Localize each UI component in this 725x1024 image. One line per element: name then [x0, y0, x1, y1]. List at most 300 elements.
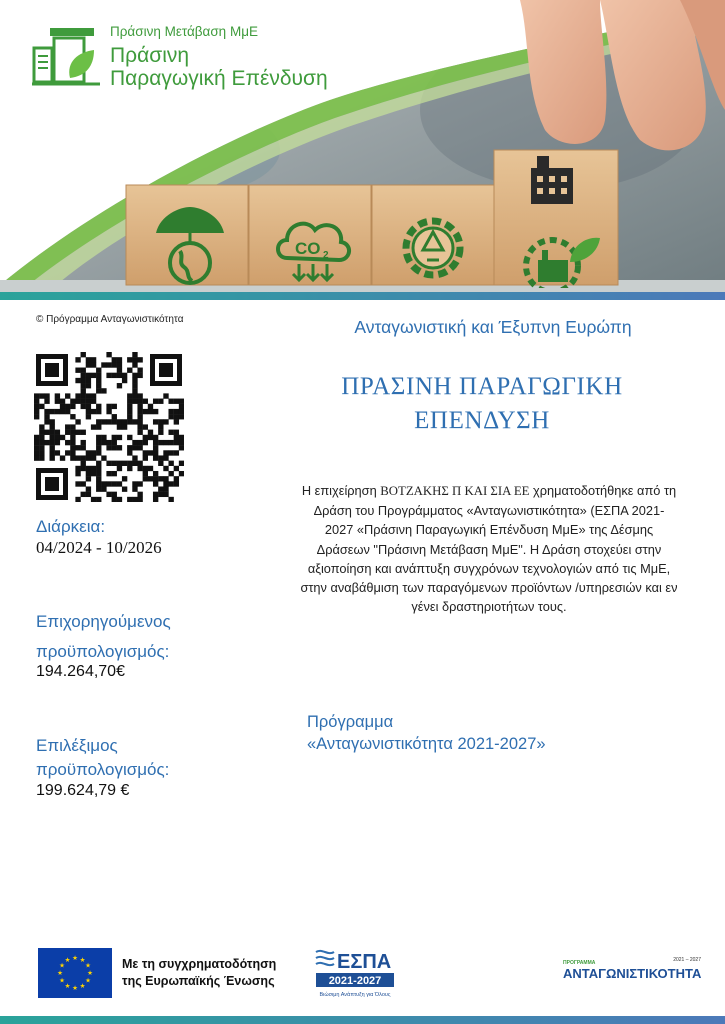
- qr-module: [179, 461, 184, 466]
- qr-module: [163, 466, 168, 471]
- qr-module: [132, 378, 137, 383]
- qr-module: [34, 404, 39, 409]
- qr-module: [112, 471, 117, 476]
- qr-module: [55, 393, 60, 398]
- qr-module: [96, 497, 101, 502]
- qr-module: [117, 383, 122, 388]
- qr-module: [158, 492, 163, 497]
- qr-module: [168, 481, 173, 486]
- qr-module: [168, 461, 173, 466]
- qr-module: [127, 404, 132, 409]
- page-title: [292, 370, 672, 438]
- qr-module: [91, 409, 96, 414]
- qr-module: [34, 414, 39, 419]
- subsidized-label-line2: προϋπολογισμός:: [36, 642, 170, 661]
- qr-module: [75, 419, 80, 424]
- qr-module: [81, 388, 86, 393]
- qr-module: [81, 352, 86, 357]
- qr-module: [86, 393, 91, 398]
- eu-star-icon: ★: [64, 956, 71, 965]
- eu-text-line2: της Ευρωπαϊκής Ένωσης: [122, 974, 275, 988]
- qr-module: [34, 445, 39, 450]
- qr-module: [117, 461, 122, 466]
- qr-module: [137, 481, 142, 486]
- qr-module: [86, 492, 91, 497]
- qr-module: [96, 404, 101, 409]
- qr-module: [143, 476, 148, 481]
- qr-module: [153, 476, 158, 481]
- qr-module: [148, 404, 153, 409]
- qr-module: [70, 445, 75, 450]
- anta-title: ΑΝΤΑΓΩΝΙΣΤΙΚΟΤΗΤΑ: [563, 966, 702, 981]
- eu-star-icon: ★: [87, 969, 93, 978]
- qr-module: [112, 497, 117, 502]
- qr-module: [75, 471, 80, 476]
- qr-module: [132, 440, 137, 445]
- qr-module: [163, 450, 168, 455]
- qr-module: [163, 419, 168, 424]
- qr-module: [50, 435, 55, 440]
- qr-module: [127, 445, 132, 450]
- qr-module: [39, 404, 44, 409]
- qr-module: [70, 440, 75, 445]
- qr-module: [91, 362, 96, 367]
- eu-star-icon: ★: [64, 982, 71, 991]
- qr-module: [50, 409, 55, 414]
- qr-module: [143, 440, 148, 445]
- qr-module: [96, 481, 101, 486]
- qr-module: [81, 461, 86, 466]
- espa-years: 2021-2027: [328, 975, 382, 987]
- qr-module: [75, 497, 80, 502]
- qr-module: [81, 430, 86, 435]
- qr-module: [163, 481, 168, 486]
- qr-module: [81, 378, 86, 383]
- qr-module: [148, 409, 153, 414]
- qr-module: [137, 430, 142, 435]
- copyright-notice: © Πρόγραμμα Ανταγωνιστικότητα: [36, 314, 184, 325]
- qr-module: [132, 357, 137, 362]
- qr-module: [65, 424, 70, 429]
- qr-module: [122, 486, 127, 491]
- qr-module: [106, 471, 111, 476]
- qr-module: [174, 399, 179, 404]
- qr-module: [112, 481, 117, 486]
- page-title-line1: ΠΡΑΣΙΝΗ ΠΑΡΑΓΩΓΙΚΗ: [341, 373, 623, 400]
- qr-module: [132, 399, 137, 404]
- qr-module: [101, 435, 106, 440]
- qr-module: [70, 455, 75, 460]
- qr-module: [163, 440, 168, 445]
- qr-module: [101, 481, 106, 486]
- qr-module: [143, 409, 148, 414]
- qr-module: [101, 455, 106, 460]
- qr-module: [163, 393, 168, 398]
- qr-module: [34, 409, 39, 414]
- eligible-label-line2: προϋπολογισμός:: [36, 760, 170, 779]
- qr-module: [34, 455, 39, 460]
- svg-text:2: 2: [323, 250, 329, 261]
- hero-photo: [0, 0, 725, 300]
- qr-module: [34, 393, 39, 398]
- qr-module: [153, 435, 158, 440]
- qr-module: [81, 445, 86, 450]
- qr-module: [117, 424, 122, 429]
- qr-module: [127, 461, 132, 466]
- qr-module: [153, 450, 158, 455]
- qr-module: [158, 424, 163, 429]
- qr-module: [143, 455, 148, 460]
- qr-module: [75, 445, 80, 450]
- qr-module: [106, 373, 111, 378]
- qr-module: [174, 476, 179, 481]
- qr-module: [112, 419, 117, 424]
- qr-module: [65, 404, 70, 409]
- qr-module: [39, 445, 44, 450]
- qr-module: [96, 486, 101, 491]
- qr-module: [75, 357, 80, 362]
- qr-module: [96, 419, 101, 424]
- anta-small: ΠΡΟΓΡΑΜΜΑ: [563, 960, 596, 966]
- qr-module: [132, 393, 137, 398]
- qr-module: [39, 440, 44, 445]
- qr-module: [137, 497, 142, 502]
- qr-module: [81, 399, 86, 404]
- qr-module: [101, 362, 106, 367]
- qr-module: [96, 424, 101, 429]
- brand-title-line1: Πράσινη: [110, 44, 190, 67]
- qr-module: [127, 357, 132, 362]
- qr-module: [153, 409, 158, 414]
- qr-module: [86, 373, 91, 378]
- qr-module: [86, 357, 91, 362]
- espa-logo: [314, 946, 396, 1000]
- qr-module: [112, 440, 117, 445]
- qr-module: [143, 466, 148, 471]
- qr-module: [65, 440, 70, 445]
- qr-module: [91, 466, 96, 471]
- qr-module: [86, 362, 91, 367]
- eu-star-icon: ★: [79, 982, 86, 991]
- qr-module: [86, 378, 91, 383]
- qr-module: [91, 471, 96, 476]
- qr-module: [106, 419, 111, 424]
- qr-module: [96, 440, 101, 445]
- qr-module: [81, 383, 86, 388]
- qr-module: [143, 399, 148, 404]
- qr-module: [158, 430, 163, 435]
- qr-module: [101, 388, 106, 393]
- qr-module: [174, 440, 179, 445]
- qr-module: [153, 440, 158, 445]
- qr-module: [158, 419, 163, 424]
- qr-module: [60, 404, 65, 409]
- qr-module: [50, 424, 55, 429]
- qr-module: [44, 440, 49, 445]
- eu-star-icon: ★: [85, 976, 91, 985]
- brand-title: [110, 44, 328, 90]
- qr-module: [106, 461, 111, 466]
- qr-module: [153, 445, 158, 450]
- qr-module: [44, 393, 49, 398]
- qr-module: [96, 378, 101, 383]
- qr-module: [60, 409, 65, 414]
- qr-module: [70, 424, 75, 429]
- qr-module: [81, 440, 86, 445]
- qr-module: [127, 414, 132, 419]
- qr-module: [75, 455, 80, 460]
- program-line2: «Ανταγωνιστικότητα 2021-2027»: [307, 735, 546, 753]
- qr-module: [153, 419, 158, 424]
- qr-module: [143, 424, 148, 429]
- qr-module: [86, 399, 91, 404]
- qr-code[interactable]: [34, 352, 184, 502]
- qr-module: [70, 399, 75, 404]
- qr-module: [34, 435, 39, 440]
- qr-module: [101, 486, 106, 491]
- subsidized-budget-label: [36, 607, 216, 667]
- qr-module: [96, 476, 101, 481]
- qr-module: [179, 435, 184, 440]
- qr-module: [75, 466, 80, 471]
- qr-module: [132, 497, 137, 502]
- qr-module: [168, 409, 173, 414]
- qr-module: [70, 435, 75, 440]
- anta-logo: [563, 952, 703, 988]
- qr-module: [174, 419, 179, 424]
- qr-module: [70, 450, 75, 455]
- qr-module: [168, 430, 173, 435]
- qr-module: [117, 362, 122, 367]
- qr-module: [65, 393, 70, 398]
- qr-module: [55, 409, 60, 414]
- qr-module: [96, 383, 101, 388]
- qr-module: [106, 492, 111, 497]
- qr-module: [50, 445, 55, 450]
- recycle-gear-icon: [393, 210, 473, 285]
- qr-module: [75, 378, 80, 383]
- qr-module: [39, 393, 44, 398]
- qr-module: [65, 409, 70, 414]
- qr-module: [96, 461, 101, 466]
- program-name: [307, 711, 546, 755]
- qr-module: [60, 455, 65, 460]
- eco-factory-icon: [512, 222, 602, 288]
- qr-module: [148, 430, 153, 435]
- qr-module: [112, 357, 117, 362]
- qr-module: [81, 393, 86, 398]
- eu-objective-title: Ανταγωνιστική και Έξυπνη Ευρώπη: [354, 317, 632, 337]
- qr-module: [153, 492, 158, 497]
- qr-module: [86, 414, 91, 419]
- qr-module: [148, 476, 153, 481]
- eu-star-icon: ★: [72, 954, 78, 963]
- eu-star-icon: ★: [72, 984, 78, 993]
- subsidized-label-line1: Επιχορηγούμενος: [36, 612, 171, 631]
- qr-module: [39, 450, 44, 455]
- qr-module: [112, 435, 117, 440]
- qr-module: [122, 419, 127, 424]
- qr-module: [168, 471, 173, 476]
- hero-banner: [0, 0, 725, 300]
- qr-module: [81, 373, 86, 378]
- qr-module: [81, 492, 86, 497]
- qr-module: [112, 492, 117, 497]
- qr-module: [127, 368, 132, 373]
- qr-module: [143, 471, 148, 476]
- page-title-line2: ΕΠΕΝΔΥΣΗ: [414, 407, 550, 434]
- qr-module: [91, 373, 96, 378]
- qr-module: [86, 476, 91, 481]
- qr-module: [137, 466, 142, 471]
- qr-module: [60, 399, 65, 404]
- qr-module: [86, 383, 91, 388]
- qr-module: [44, 409, 49, 414]
- qr-module: [55, 399, 60, 404]
- eligible-label-line1: Επιλέξιμος: [36, 736, 118, 755]
- qr-module: [153, 455, 158, 460]
- qr-module: [81, 404, 86, 409]
- eu-star-icon: ★: [59, 961, 65, 970]
- qr-module: [174, 430, 179, 435]
- qr-module: [132, 461, 137, 466]
- qr-module: [106, 352, 111, 357]
- qr-module: [143, 435, 148, 440]
- qr-module: [44, 419, 49, 424]
- qr-module: [55, 430, 60, 435]
- qr-module: [112, 414, 117, 419]
- espa-tagline: Βιώσιμη Ανάπτυξη για Όλους: [319, 992, 391, 998]
- qr-module: [75, 399, 80, 404]
- qr-module: [50, 450, 55, 455]
- qr-module: [81, 368, 86, 373]
- qr-module: [60, 435, 65, 440]
- qr-module: [91, 455, 96, 460]
- qr-module: [122, 373, 127, 378]
- qr-module: [91, 357, 96, 362]
- qr-module: [34, 450, 39, 455]
- qr-module: [65, 450, 70, 455]
- qr-module: [163, 455, 168, 460]
- qr-module: [132, 445, 137, 450]
- qr-module: [34, 399, 39, 404]
- qr-module: [137, 357, 142, 362]
- qr-module: [137, 492, 142, 497]
- qr-module: [137, 440, 142, 445]
- qr-module: [86, 486, 91, 491]
- eligible-budget-value: 199.624,79 €: [36, 782, 130, 799]
- qr-module: [143, 450, 148, 455]
- qr-module: [137, 445, 142, 450]
- qr-module: [127, 497, 132, 502]
- qr-module: [132, 352, 137, 357]
- brand-title-line2: Παραγωγική Επένδυση: [110, 67, 328, 90]
- qr-module: [137, 424, 142, 429]
- qr-module: [158, 461, 163, 466]
- description-intro: Η επιχείρηση: [301, 483, 381, 498]
- qr-module: [96, 373, 101, 378]
- qr-module: [137, 404, 142, 409]
- qr-module: [81, 481, 86, 486]
- qr-module: [117, 373, 122, 378]
- qr-module: [163, 492, 168, 497]
- espa-title: ΕΣΠΑ: [337, 951, 392, 973]
- qr-module: [163, 486, 168, 491]
- description-body: χρηματοδοτήθηκε από τη Δράση του Προγράμματος «Ανταγωνιστικότητα» (ΕΣΠΑ 2021-2027 «Πράσινη Παραγωγική Επένδυση ΜμΕ» της Δέσμης Δράσεων "Πράσινη Μετάβαση ΜμΕ". Η Δράση στοχεύει στην αξιοποίηση και ανάπτυξη συγχρόνων τεχνολογιών από τις ΜμΕ, στην αναβάθμιση των παραγόμενων προϊόντων /υπηρεσιών και εν γένει δραστηριοτήτων τους.: [300, 483, 678, 615]
- qr-module: [50, 430, 55, 435]
- qr-module: [96, 368, 101, 373]
- qr-module: [81, 466, 86, 471]
- qr-module: [34, 440, 39, 445]
- qr-module: [96, 471, 101, 476]
- qr-module: [106, 404, 111, 409]
- qr-module: [168, 497, 173, 502]
- qr-module: [137, 409, 142, 414]
- qr-module: [55, 450, 60, 455]
- qr-module: [132, 383, 137, 388]
- qr-module: [70, 430, 75, 435]
- qr-module: [39, 424, 44, 429]
- qr-module: [86, 409, 91, 414]
- qr-module: [86, 471, 91, 476]
- qr-module: [137, 414, 142, 419]
- eu-cofunding-text: [122, 956, 276, 990]
- qr-module: [137, 461, 142, 466]
- qr-module: [112, 461, 117, 466]
- qr-module: [101, 440, 106, 445]
- qr-module: [132, 373, 137, 378]
- qr-module: [174, 481, 179, 486]
- qr-module: [174, 409, 179, 414]
- eu-text-line1: Με τη συγχρηματοδότηση: [122, 957, 277, 971]
- qr-module: [112, 362, 117, 367]
- qr-module: [106, 481, 111, 486]
- eu-star-icon: ★: [57, 969, 63, 978]
- qr-module: [127, 466, 132, 471]
- subsidized-budget-value: 194.264,70€: [36, 663, 125, 680]
- footer-bar: [0, 1016, 725, 1024]
- qr-module: [137, 368, 142, 373]
- qr-module: [50, 419, 55, 424]
- qr-module: [148, 435, 153, 440]
- qr-module: [132, 388, 137, 393]
- qr-module: [127, 409, 132, 414]
- qr-module: [179, 404, 184, 409]
- qr-module: [122, 461, 127, 466]
- qr-module: [153, 481, 158, 486]
- qr-module: [55, 435, 60, 440]
- eu-star-icon: ★: [79, 956, 86, 965]
- qr-module: [91, 424, 96, 429]
- qr-module: [117, 419, 122, 424]
- qr-module: [117, 368, 122, 373]
- qr-module: [137, 419, 142, 424]
- qr-module: [117, 435, 122, 440]
- qr-module: [127, 419, 132, 424]
- qr-module: [101, 419, 106, 424]
- company-name: ΒΟΤΖΑΚΗΣ Π ΚΑΙ ΣΙΑ ΕΕ: [380, 484, 530, 498]
- qr-module: [112, 373, 117, 378]
- eu-star-icon: ★: [59, 976, 65, 985]
- qr-module: [106, 440, 111, 445]
- qr-module: [50, 440, 55, 445]
- qr-module: [179, 445, 184, 450]
- qr-module: [91, 497, 96, 502]
- qr-module: [65, 430, 70, 435]
- qr-module: [96, 388, 101, 393]
- qr-module: [158, 486, 163, 491]
- qr-module: [179, 414, 184, 419]
